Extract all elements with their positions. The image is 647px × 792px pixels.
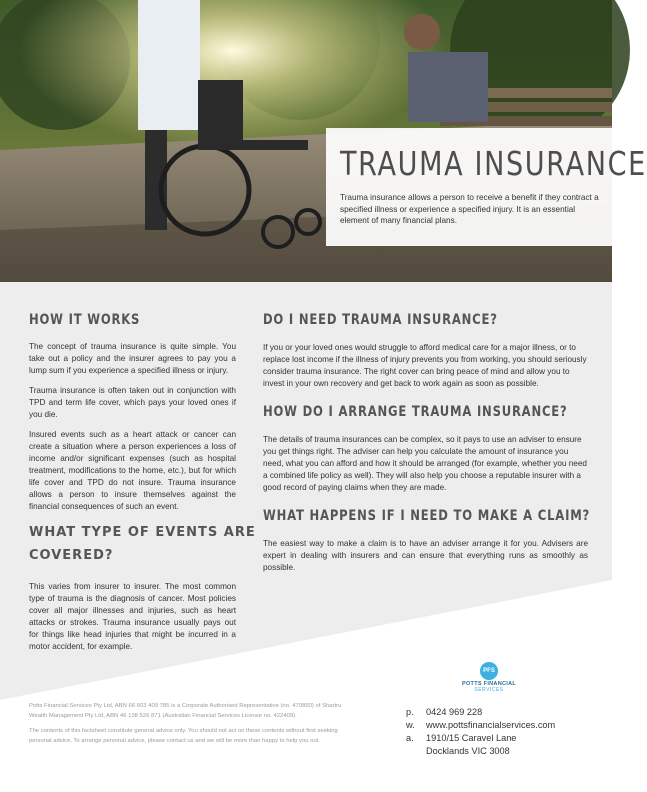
page-title: TRAUMA INSURANCE [340, 144, 647, 183]
heading-events-covered: WHAT TYPE OF EVENTS ARE COVERED? [29, 525, 256, 563]
logo-word-top: POTTS FINANCIAL [462, 681, 516, 687]
right-column [263, 312, 591, 582]
events-covered-p1: This varies from insurer to insurer. The most common type of trauma is the diagnosis of cancer. Most policies cover all major illnesses and injuries, such as heart attacks or strokes. Trauma insurance usually pays out for things like head injuries that might be incurred in a motor accident, for example. [29, 582, 236, 651]
heading-how-arrange: HOW DO I ARRANGE TRAUMA INSURANCE? [263, 404, 568, 420]
left-column [29, 312, 256, 661]
how-it-works-p3: Insured events such as a heart attack or cancer can create a situation where a person experiences a loss of income and/or significant expenses (such as hospital treatment, modifications to the home, etc.), but for which life cover and TPD do not insure. Trauma insurance allows a person to insure themselves against the financial consequences of such an event. [29, 430, 236, 511]
contact-address-row-2 [406, 745, 555, 758]
legal-text-2: The contents of this factsheet constitute general advice only. You should not act on these contents without first seeking personal advice. To arrange personal advice, please contact us and we will be more than happy to help you out. [29, 728, 338, 744]
how-arrange-p1: The details of trauma insurances can be complex, so it pays to use an adviser to ensure you get things right. The adviser can help you calculate the amount of insurance you need, what you can afford and how it should be arranged (for example, whether you need a combined life policy as well). They will also help you choose a reputable insurer with a good record of paying claims when they are made. [263, 435, 587, 492]
company-logo [460, 662, 518, 698]
contact-web-row [406, 719, 555, 732]
legal-disclaimer [29, 702, 359, 752]
logo-word-bottom: SERVICES [474, 687, 504, 693]
phone-number[interactable]: 0424 969 228 [426, 707, 483, 717]
address-line-1: 1910/15 Caravel Lane [426, 733, 517, 743]
make-claim-p1: The easiest way to make a claim is to have an adviser arrange it for you. Advisers are expert in dealing with insurers and can ensure that everything runs as smoothly as possible. [263, 539, 588, 572]
legal-text-1: Potts Financial Services Pty Ltd, ABN 66 603 409 785 is a Corporate Authorised Representative (no. 470850) of Shartru Wealth Management Pty Ltd, ABN 46 138 526 871 (Australian Financial Services License no. 422409). [29, 703, 342, 719]
hero-photo [0, 0, 647, 282]
logo-mark: PFS [480, 662, 498, 680]
title-panel [326, 128, 647, 246]
address-line-2: Docklands VIC 3008 [426, 746, 510, 756]
web-key: w. [406, 720, 415, 730]
heading-make-claim: WHAT HAPPENS IF I NEED TO MAKE A CLAIM? [263, 508, 591, 524]
phone-key: p. [406, 707, 414, 717]
do-i-need-p1: If you or your loved ones would struggle to afford medical care for a major illness, or to replace lost income if the illness of injury prevents you from working, you should seriously consider trauma insurance. The right cover can bring peace of mind and allow you to invest in your own recovery and get back to work again as soon as possible. [263, 343, 587, 388]
contact-block [406, 706, 555, 758]
how-it-works-p1: The concept of trauma insurance is quite simple. You take out a policy and the insurer agrees to pay you a lump sum if you experience a specified illness or injury. [29, 342, 236, 375]
contact-phone-row [406, 706, 555, 719]
intro-text: Trauma insurance allows a person to receive a benefit if they contract a specified illness or experience a specified injury. It is an essential element of many financial plans. [340, 193, 599, 225]
how-it-works-p2: Trauma insurance is often taken out in conjunction with TPD and term life cover, which pays your loved ones if you die. [29, 386, 236, 419]
heading-do-i-need: DO I NEED TRAUMA INSURANCE? [263, 312, 498, 328]
contact-address-row [406, 732, 555, 745]
address-key: a. [406, 733, 414, 743]
website-link[interactable]: www.pottsfinancialservices.com [426, 720, 556, 730]
heading-how-it-works: HOW IT WORKS [29, 312, 141, 328]
